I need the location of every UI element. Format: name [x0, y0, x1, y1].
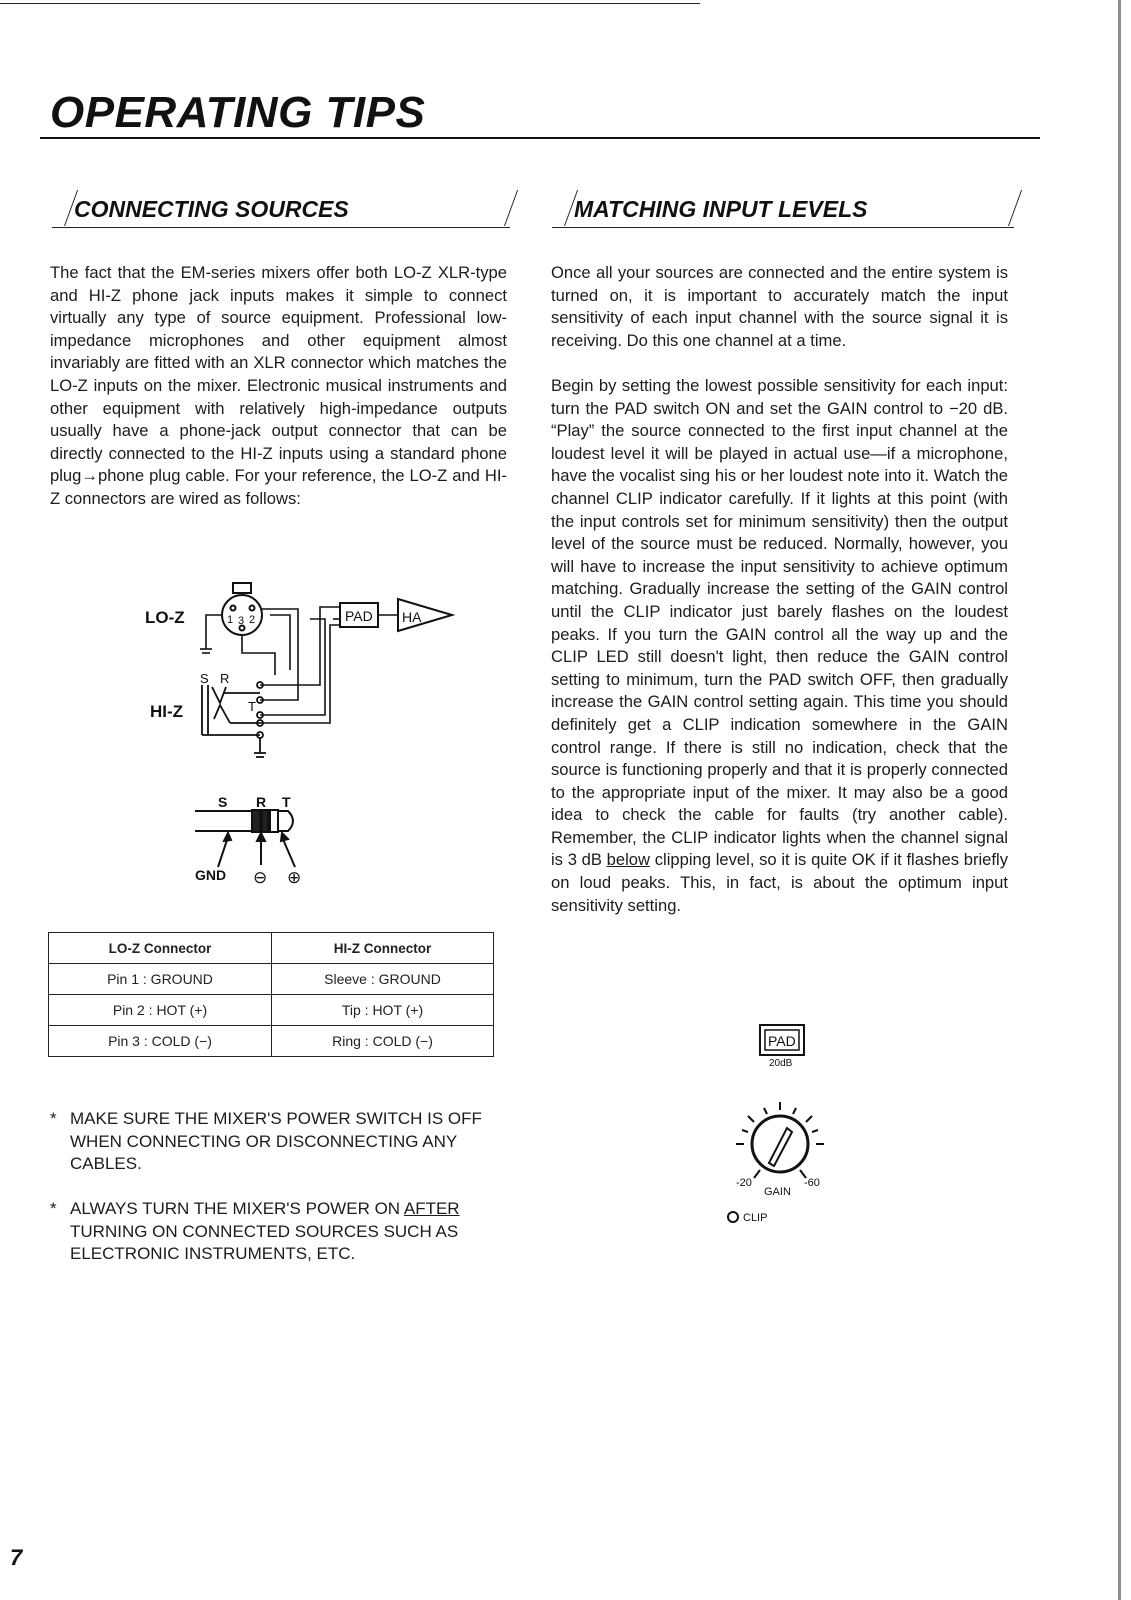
note-1-text: MAKE SURE THE MIXER'S POWER SWITCH IS OFF WHEN CONNECTING OR DISCONNECTING ANY CABLES.	[70, 1109, 482, 1173]
matching-levels-heading-box	[552, 190, 1014, 228]
pad-block-label: PAD	[345, 608, 373, 624]
paragraph-2-text-a: Begin by setting the lowest possible sensitivity for each input: turn the PAD switch ON and set the GAIN control to −20 dB. “Play” the source connected to the first input channel at the loudest level it will be played in actual use—if a microphone, have the vocalist sing his or her loudest note into it. Watch the channel CLIP indicator carefully. If it lights at this point (with the input controls set for minimum sensitivity) then the output level of the source must be reduced. Normally, however, you will have to increase the input sensitivity to achieve optimum matching. Gradually increase the setting of the GAIN control until the CLIP indicator just barely flashes on the loudest peaks. If you turn the GAIN control all the way up and the CLIP LED still doesn't light, then reduce the GAIN control setting to minimum, turn the PAD switch OFF, then gradually increase the GAIN control setting again. This time you should definitely get a CLIP indication somewhere in the GAIN control range. If there is still no indication, check that the source is functioning properly and that it is properly connected to the appropriate input of the mixer. It may also be a good idea to check the cable for faults (try another cable). Remember, the CLIP indicator lights when the channel signal is 3 dB	[551, 376, 1008, 870]
connector-table	[48, 932, 494, 1057]
ha-block-label: HA	[402, 609, 422, 625]
table-header: LO-Z Connector	[49, 933, 272, 964]
table-cell: Pin 3 : COLD (−)	[49, 1026, 272, 1057]
matching-levels-paragraph-2	[551, 375, 1008, 917]
hi-z-label: HI-Z	[150, 702, 184, 721]
page-title: OPERATING TIPS	[50, 88, 426, 137]
table-row	[49, 995, 494, 1026]
jack-s-label: S	[200, 671, 209, 686]
plug-r-label: R	[256, 794, 267, 810]
xlr-pin-1: 1	[227, 614, 234, 626]
power-on-order-note	[50, 1198, 525, 1266]
plus-terminal: ⊕	[287, 868, 302, 887]
paragraph-2-text-b: clipping level, so it is quite OK if it flashes briefly on loud peaks. This, in fact, is about the optimum input sensitivity setting.	[551, 850, 1008, 915]
paragraph-2-emphasis: below	[606, 850, 650, 870]
top-rule	[0, 3, 700, 4]
table-cell: Tip : HOT (+)	[272, 995, 494, 1026]
xlr-pin-3: 3	[238, 615, 245, 627]
power-switch-note	[50, 1108, 525, 1176]
title-underline	[40, 137, 1040, 139]
phone-plug-icon	[195, 810, 295, 867]
table-header: HI-Z Connector	[272, 933, 494, 964]
note-bullet: *	[50, 1199, 57, 1218]
gain-min-label: -20	[736, 1177, 752, 1189]
gain-max-label: -60	[804, 1177, 820, 1189]
pad-value-label: 20dB	[769, 1058, 793, 1069]
matching-levels-heading: MATCHING INPUT LEVELS	[574, 196, 868, 222]
controls-illustration	[720, 1020, 860, 1240]
page-edge	[1118, 0, 1121, 1600]
note-2-text-b: TURNING ON CONNECTED SOURCES SUCH AS ELECTRONIC INSTRUMENTS, ETC.	[70, 1221, 459, 1263]
table-row	[49, 964, 494, 995]
gain-knob-icon	[736, 1102, 824, 1178]
xlr-connector-icon	[222, 583, 262, 635]
phone-jack-icon	[202, 682, 266, 757]
plug-s-label: S	[218, 794, 228, 810]
lo-z-label: LO-Z	[145, 608, 185, 627]
table-cell: Pin 1 : GROUND	[49, 964, 272, 995]
table-header-row	[49, 933, 494, 964]
minus-terminal: ⊖	[253, 868, 268, 887]
xlr-pin-2: 2	[249, 614, 256, 626]
clip-label: CLIP	[743, 1212, 768, 1224]
table-cell: Sleeve : GROUND	[272, 964, 494, 995]
table-cell: Ring : COLD (−)	[272, 1026, 494, 1057]
clip-led-icon	[728, 1212, 738, 1222]
connecting-sources-heading-box	[52, 190, 510, 228]
table-cell: Pin 2 : HOT (+)	[49, 995, 272, 1026]
jack-t-label: T	[248, 699, 256, 714]
ground-icon	[200, 645, 212, 653]
jack-r-label: R	[220, 671, 230, 686]
note-2-emphasis: AFTER	[403, 1199, 460, 1218]
page-number: 7	[10, 1545, 23, 1570]
note-2-text-a: ALWAYS TURN THE MIXER'S POWER ON	[70, 1199, 404, 1218]
connecting-sources-paragraph: The fact that the EM-series mixers offer both LO-Z XLR-type and HI-Z phone jack inputs makes it simple to connect virtually any type of source equipment. Professional low-impedance microphones and other equipment almost invariably are fitted with an XLR connector which matches the LO-Z inputs on the mixer. Electronic musical instruments and other equipment with relatively high-impedance outputs usually have a phone-jack output connector that can be directly connected to the HI-Z inputs using a standard phone plug→phone plug cable. For your reference, the LO-Z and HI-Z connectors are wired as follows:	[50, 263, 507, 508]
pad-switch-label: PAD	[768, 1033, 796, 1049]
table-row	[49, 1026, 494, 1057]
plug-t-label: T	[282, 794, 291, 810]
gain-label: GAIN	[764, 1186, 791, 1198]
wiring-diagram	[140, 575, 460, 895]
gnd-label: GND	[195, 867, 227, 883]
connecting-sources-heading: CONNECTING SOURCES	[74, 196, 349, 222]
matching-levels-paragraph-1: Once all your sources are connected and the entire system is turned on, it is important to accurately match the input sensitivity of each input channel with the source signal it is receiving. Do this one channel at a time.	[551, 263, 1008, 350]
note-bullet: *	[50, 1109, 57, 1128]
